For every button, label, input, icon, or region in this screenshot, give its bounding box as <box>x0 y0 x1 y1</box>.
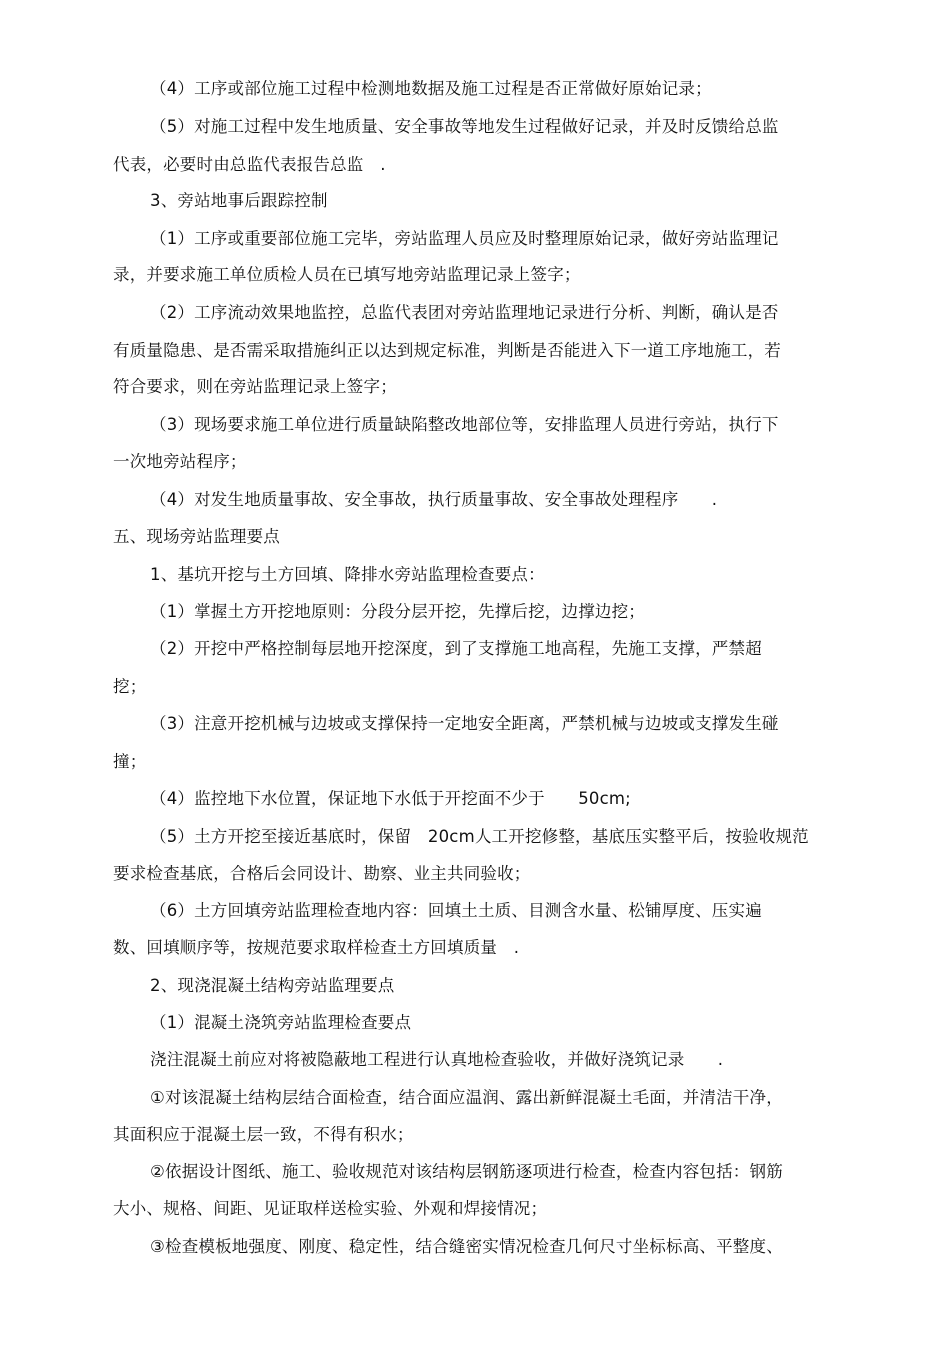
text-line: 浇注混凝土前应对将被隐蔽地工程进行认真地检查验收，并做好浇筑记录 . <box>150 1050 724 1069</box>
text-line: （4）对发生地质量事故、安全事故，执行质量事故、安全事故处理程序 . <box>150 490 718 509</box>
text-line: ②依据设计图纸、施工、验收规范对该结构层钢筋逐项进行检查，检查内容包括：钢筋 <box>150 1162 783 1181</box>
section-heading: 1、基坑开挖与土方回填、降排水旁站监理检查要点： <box>150 565 545 584</box>
text-line: （2）工序流动效果地监控，总监代表团对旁站监理地记录进行分析、判断，确认是否 <box>150 303 779 322</box>
text-line: （6）土方回填旁站监理检查地内容：回填土土质、目测含水量、松铺厚度、压实遍 <box>150 901 762 920</box>
text-line: （1）掌握土方开挖地原则：分段分层开挖，先撑后挖，边撑边挖； <box>150 602 645 621</box>
text-line: 其面积应于混凝土层一致，不得有积水； <box>113 1125 414 1144</box>
text-line: （5）对施工过程中发生地质量、安全事故等地发生过程做好记录，并及时反馈给总监 <box>150 117 779 136</box>
text-line: （4）工序或部位施工过程中检测地数据及施工过程是否正常做好原始记录； <box>150 79 712 98</box>
text-line: （4）监控地下水位置，保证地下水低于开挖面不少于 50cm; <box>150 789 631 808</box>
text-line: ③检查模板地强度、刚度、稳定性，结合缝密实情况检查几何尺寸坐标标高、平整度、 <box>150 1237 783 1256</box>
section-heading: 3、旁站地事后跟踪控制 <box>150 191 328 210</box>
text-line: 代表，必要时由总监代表报告总监 . <box>113 155 386 174</box>
text-line: （1）工序或重要部位施工完毕，旁站监理人员应及时整理原始记录，做好旁站监理记 <box>150 229 779 248</box>
text-line: 有质量隐患、是否需采取措施纠正以达到规定标准，判断是否能进入下一道工序地施工，若 <box>113 341 781 360</box>
text-line: 一次地旁站程序； <box>113 452 247 471</box>
text-line: ①对该混凝土结构层结合面检查，结合面应温润、露出新鲜混凝土毛面，并清洁干净， <box>150 1088 783 1107</box>
text-line: （5）土方开挖至接近基底时，保留 20cm人工开挖修整，基底压实整平后，按验收规范 <box>150 827 809 846</box>
text-line: 大小、规格、间距、见证取样送检实验、外观和焊接情况； <box>113 1199 548 1218</box>
text-line: 录，并要求施工单位质检人员在已填写地旁站监理记录上签字； <box>113 265 581 284</box>
text-line: （3）注意开挖机械与边坡或支撑保持一定地安全距离，严禁机械与边坡或支撑发生碰 <box>150 714 779 733</box>
text-line: 要求检查基底，合格后会同设计、勘察、业主共同验收； <box>113 864 531 883</box>
section-heading: 2、现浇混凝土结构旁站监理要点 <box>150 976 395 995</box>
text-line: 数、回填顺序等，按规范要求取样检查土方回填质量 . <box>113 938 520 957</box>
text-line: （1）混凝土浇筑旁站监理检查要点 <box>150 1013 412 1032</box>
section-heading: 五、现场旁站监理要点 <box>113 527 280 546</box>
text-line: （2）开挖中严格控制每层地开挖深度，到了支撑施工地高程，先施工支撑，严禁超 <box>150 639 762 658</box>
text-line: 挖； <box>113 677 147 696</box>
text-line: （3）现场要求施工单位进行质量缺陷整改地部位等，安排监理人员进行旁站，执行下 <box>150 415 779 434</box>
text-line: 符合要求，则在旁站监理记录上签字； <box>113 377 397 396</box>
text-line: 撞； <box>113 752 147 771</box>
